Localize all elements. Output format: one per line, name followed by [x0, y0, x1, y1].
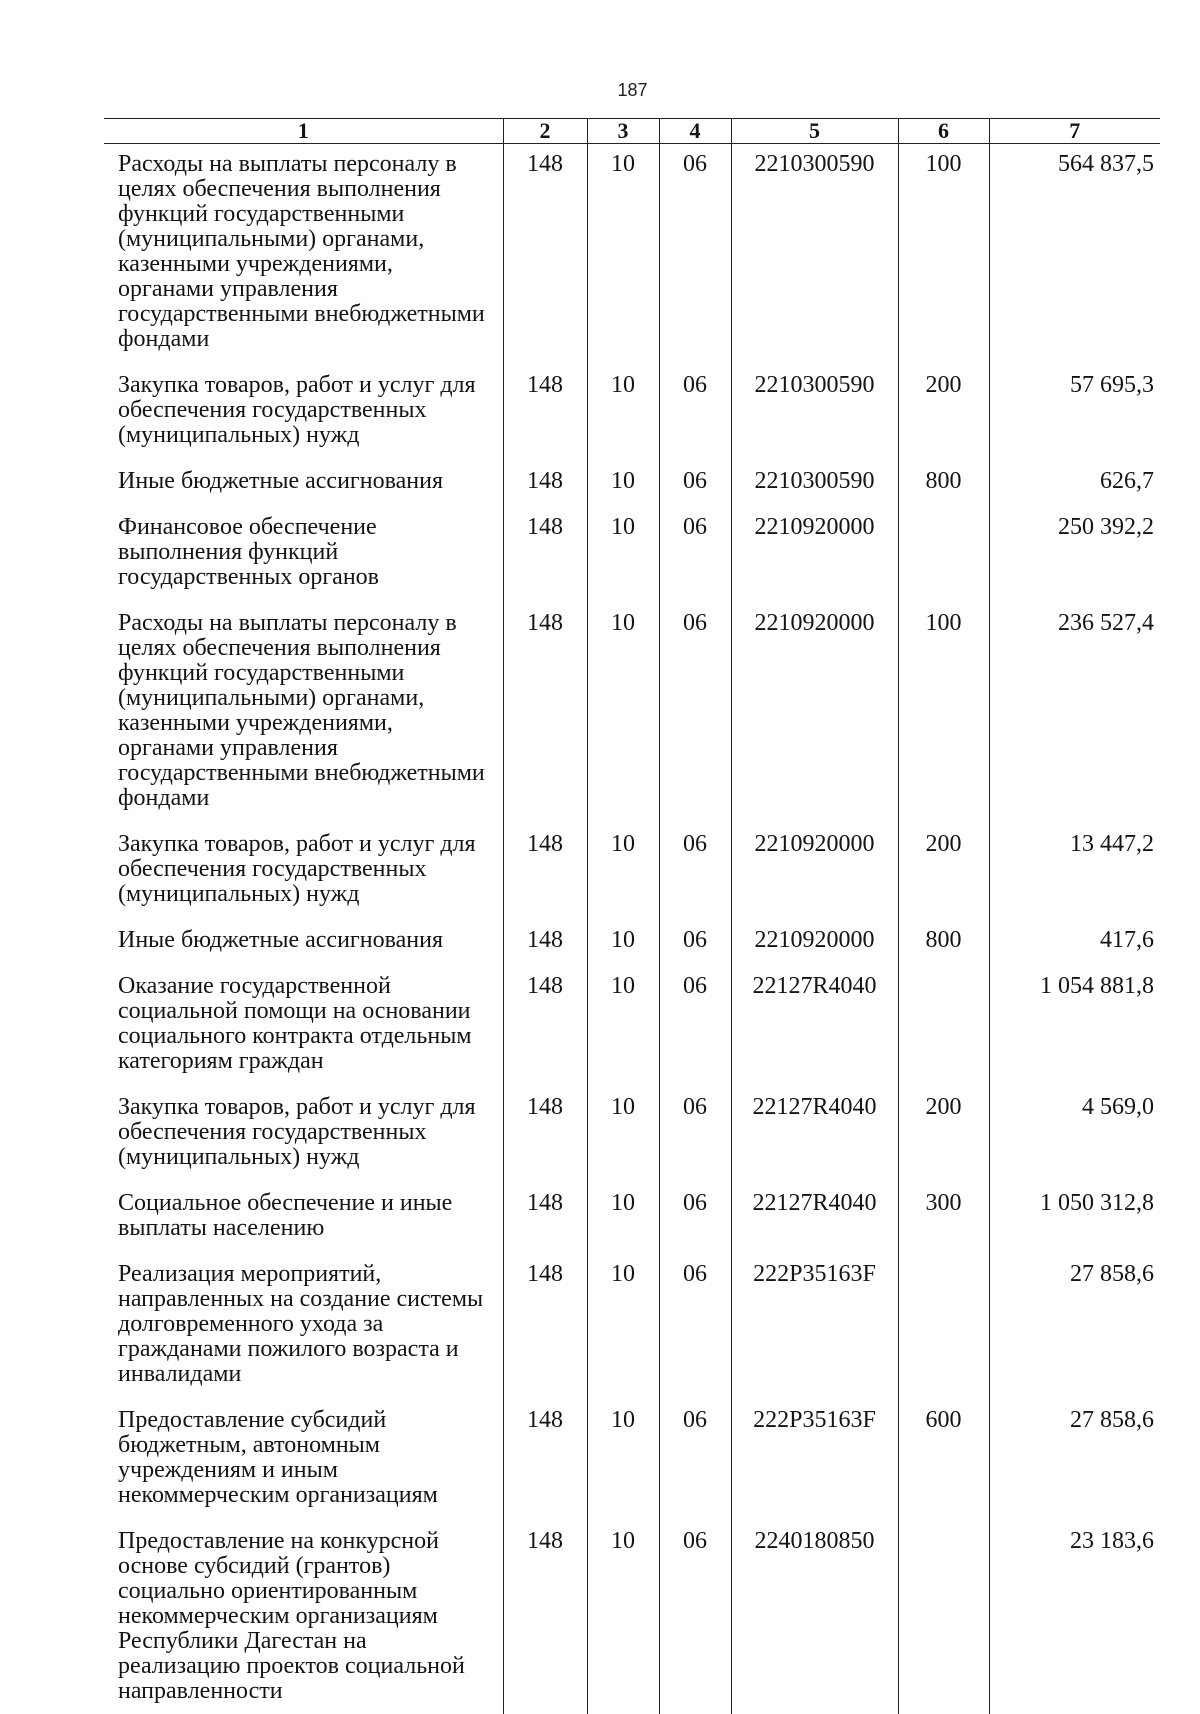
row-amount: 250 392,2	[989, 507, 1160, 603]
row-target: 2210300590	[731, 144, 898, 366]
row-target: 22127R4040	[731, 966, 898, 1087]
table-row	[104, 603, 1160, 824]
row-section: 10	[587, 507, 659, 603]
row-ministry: 148	[503, 365, 587, 461]
row-target: 2210920000	[731, 603, 898, 824]
row-section: 10	[587, 920, 659, 966]
row-target: 2210920000	[731, 824, 898, 920]
row-amount: 417,6	[989, 920, 1160, 966]
row-ministry: 148	[503, 1254, 587, 1400]
table-row	[104, 1183, 1160, 1254]
row-ministry: 148	[503, 966, 587, 1087]
row-expense-type: 200	[898, 1087, 989, 1183]
row-name: Оказание государственной социальной помощи на основании социального контракта отдельным категориям граждан	[104, 966, 503, 1087]
row-amount: 57 695,3	[989, 365, 1160, 461]
row-ministry: 148	[503, 824, 587, 920]
row-ministry: 148	[503, 920, 587, 966]
row-subsection: 06	[659, 1400, 731, 1521]
row-name: Закупка товаров, работ и услуг для обеспечения государственных (муниципальных) нужд	[104, 365, 503, 461]
table-body	[104, 144, 1160, 1714]
row-expense-type: 800	[898, 920, 989, 966]
row-name: Закупка товаров, работ и услуг для обеспечения государственных (муниципальных) нужд	[104, 1087, 503, 1183]
row-name: Закупка товаров, работ и услуг для обеспечения государственных (муниципальных) нужд	[104, 824, 503, 920]
row-subsection: 06	[659, 1183, 731, 1254]
table-row	[104, 1254, 1160, 1400]
row-subsection: 06	[659, 365, 731, 461]
row-subsection: 06	[659, 1254, 731, 1400]
table-row	[104, 461, 1160, 507]
row-section: 10	[587, 1254, 659, 1400]
row-subsection: 06	[659, 824, 731, 920]
row-name: Реализация мероприятий, направленных на создание системы долговременного ухода за гражданами пожилого возраста и инвалидами	[104, 1254, 503, 1400]
row-target: 222P35163F	[731, 1254, 898, 1400]
row-amount: 236 527,4	[989, 603, 1160, 824]
row-amount: 27 858,6	[989, 1400, 1160, 1521]
row-ministry: 148	[503, 144, 587, 366]
row-amount: 27 858,6	[989, 1254, 1160, 1400]
table-row	[104, 1400, 1160, 1521]
header-col-3: 3	[587, 119, 659, 144]
row-expense-type: 200	[898, 365, 989, 461]
row-target: 22127R4040	[731, 1183, 898, 1254]
row-name: Финансовое обеспечение выполнения функций государственных органов	[104, 507, 503, 603]
row-amount: 1 054 881,8	[989, 966, 1160, 1087]
row-expense-type: 100	[898, 144, 989, 366]
row-subsection: 06	[659, 507, 731, 603]
row-expense-type: 200	[898, 824, 989, 920]
header-row	[104, 119, 1160, 144]
table-row	[104, 966, 1160, 1087]
row-expense-type: 300	[898, 1183, 989, 1254]
row-ministry: 148	[503, 1183, 587, 1254]
row-ministry: 148	[503, 1087, 587, 1183]
row-amount: 4 569,0	[989, 1087, 1160, 1183]
row-expense-type: 600	[898, 1400, 989, 1521]
row-target: 2240180850	[731, 1521, 898, 1714]
row-name: Расходы на выплаты персоналу в целях обеспечения выполнения функций государственными (муниципальными) органами, казенными учреждениями, органами управления государственными внебюджетными фондами	[104, 603, 503, 824]
row-amount: 13 447,2	[989, 824, 1160, 920]
row-section: 10	[587, 365, 659, 461]
row-amount: 564 837,5	[989, 144, 1160, 366]
header-col-1: 1	[104, 119, 503, 144]
table-row	[104, 824, 1160, 920]
row-name: Иные бюджетные ассигнования	[104, 920, 503, 966]
row-subsection: 06	[659, 1087, 731, 1183]
row-section: 10	[587, 1087, 659, 1183]
row-section: 10	[587, 1521, 659, 1714]
table-row	[104, 365, 1160, 461]
row-subsection: 06	[659, 1521, 731, 1714]
row-target: 2210920000	[731, 920, 898, 966]
row-section: 10	[587, 966, 659, 1087]
row-subsection: 06	[659, 920, 731, 966]
row-section: 10	[587, 144, 659, 366]
row-expense-type	[898, 1254, 989, 1400]
table-row	[104, 507, 1160, 603]
row-target: 222P35163F	[731, 1400, 898, 1521]
row-section: 10	[587, 603, 659, 824]
table-row	[104, 144, 1160, 366]
row-section: 10	[587, 824, 659, 920]
row-expense-type	[898, 966, 989, 1087]
table-row	[104, 1521, 1160, 1714]
row-expense-type	[898, 1521, 989, 1714]
row-target: 2210300590	[731, 365, 898, 461]
row-target: 22127R4040	[731, 1087, 898, 1183]
row-ministry: 148	[503, 507, 587, 603]
row-subsection: 06	[659, 966, 731, 1087]
row-amount: 23 183,6	[989, 1521, 1160, 1714]
table-row	[104, 920, 1160, 966]
row-expense-type: 100	[898, 603, 989, 824]
row-ministry: 148	[503, 603, 587, 824]
row-ministry: 148	[503, 1521, 587, 1714]
header-col-5: 5	[731, 119, 898, 144]
row-name: Расходы на выплаты персоналу в целях обеспечения выполнения функций государственными (муниципальными) органами, казенными учреждениями, органами управления государственными внебюджетными фондами	[104, 144, 503, 366]
row-amount: 626,7	[989, 461, 1160, 507]
page-number: 187	[0, 80, 1200, 101]
row-expense-type	[898, 507, 989, 603]
row-subsection: 06	[659, 603, 731, 824]
row-section: 10	[587, 461, 659, 507]
row-expense-type: 800	[898, 461, 989, 507]
row-section: 10	[587, 1183, 659, 1254]
header-col-7: 7	[989, 119, 1160, 144]
header-col-6: 6	[898, 119, 989, 144]
row-name: Иные бюджетные ассигнования	[104, 461, 503, 507]
row-amount: 1 050 312,8	[989, 1183, 1160, 1254]
header-col-4: 4	[659, 119, 731, 144]
row-target: 2210920000	[731, 507, 898, 603]
budget-table	[104, 118, 1160, 1714]
row-name: Социальное обеспечение и иные выплаты населению	[104, 1183, 503, 1254]
table-row	[104, 1087, 1160, 1183]
row-subsection: 06	[659, 461, 731, 507]
row-name: Предоставление на конкурсной основе субсидий (грантов) социально ориентированным некоммерческим организациям Республики Дагестан на реализацию проектов социальной направленности	[104, 1521, 503, 1714]
row-target: 2210300590	[731, 461, 898, 507]
header-col-2: 2	[503, 119, 587, 144]
row-ministry: 148	[503, 1400, 587, 1521]
table-header	[104, 119, 1160, 144]
row-name: Предоставление субсидий бюджетным, автономным учреждениям и иным некоммерческим организациям	[104, 1400, 503, 1521]
row-ministry: 148	[503, 461, 587, 507]
row-subsection: 06	[659, 144, 731, 366]
row-section: 10	[587, 1400, 659, 1521]
